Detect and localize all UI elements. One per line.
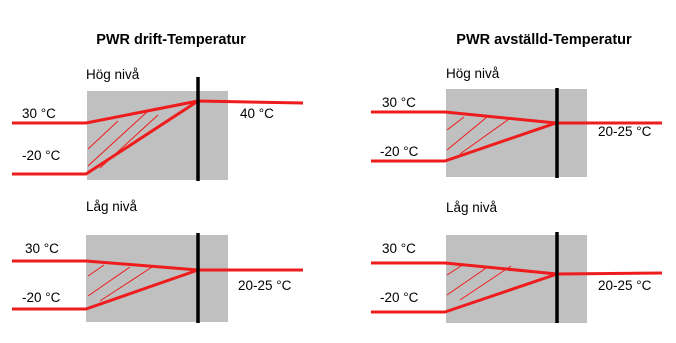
temp-top-label: 30 °C xyxy=(22,106,56,121)
temp-bottom-label: -20 °C xyxy=(22,290,61,305)
right-low-level-diagram xyxy=(371,200,662,323)
grey-block xyxy=(446,235,587,323)
temp-out-label: 40 °C xyxy=(240,106,274,121)
right-high-level-diagram xyxy=(371,66,662,178)
temp-top-label: 30 °C xyxy=(25,241,59,256)
left-high-level-diagram xyxy=(12,67,303,181)
temp-bottom-label: -20 °C xyxy=(380,144,419,159)
temp-out-label: 20-25 °C xyxy=(238,278,292,293)
right-panel-title: PWR avställd-Temperatur xyxy=(456,32,632,48)
temp-bottom-label: -20 °C xyxy=(22,148,61,163)
temp-top-label: 30 °C xyxy=(382,95,416,110)
level-label: Låg nivå xyxy=(86,199,138,214)
temp-bottom-label: -20 °C xyxy=(380,290,419,305)
temp-out-label: 20-25 °C xyxy=(598,124,652,139)
level-label: Hög nivå xyxy=(86,67,140,82)
left-low-level-diagram xyxy=(12,199,303,323)
grey-block xyxy=(87,91,228,180)
temp-out-label: 20-25 °C xyxy=(598,278,652,293)
level-label: Låg nivå xyxy=(446,200,498,215)
grey-block xyxy=(86,235,228,322)
temp-top-label: 30 °C xyxy=(382,241,416,256)
level-label: Hög nivå xyxy=(446,66,500,81)
left-panel-title: PWR drift-Temperatur xyxy=(96,32,246,48)
